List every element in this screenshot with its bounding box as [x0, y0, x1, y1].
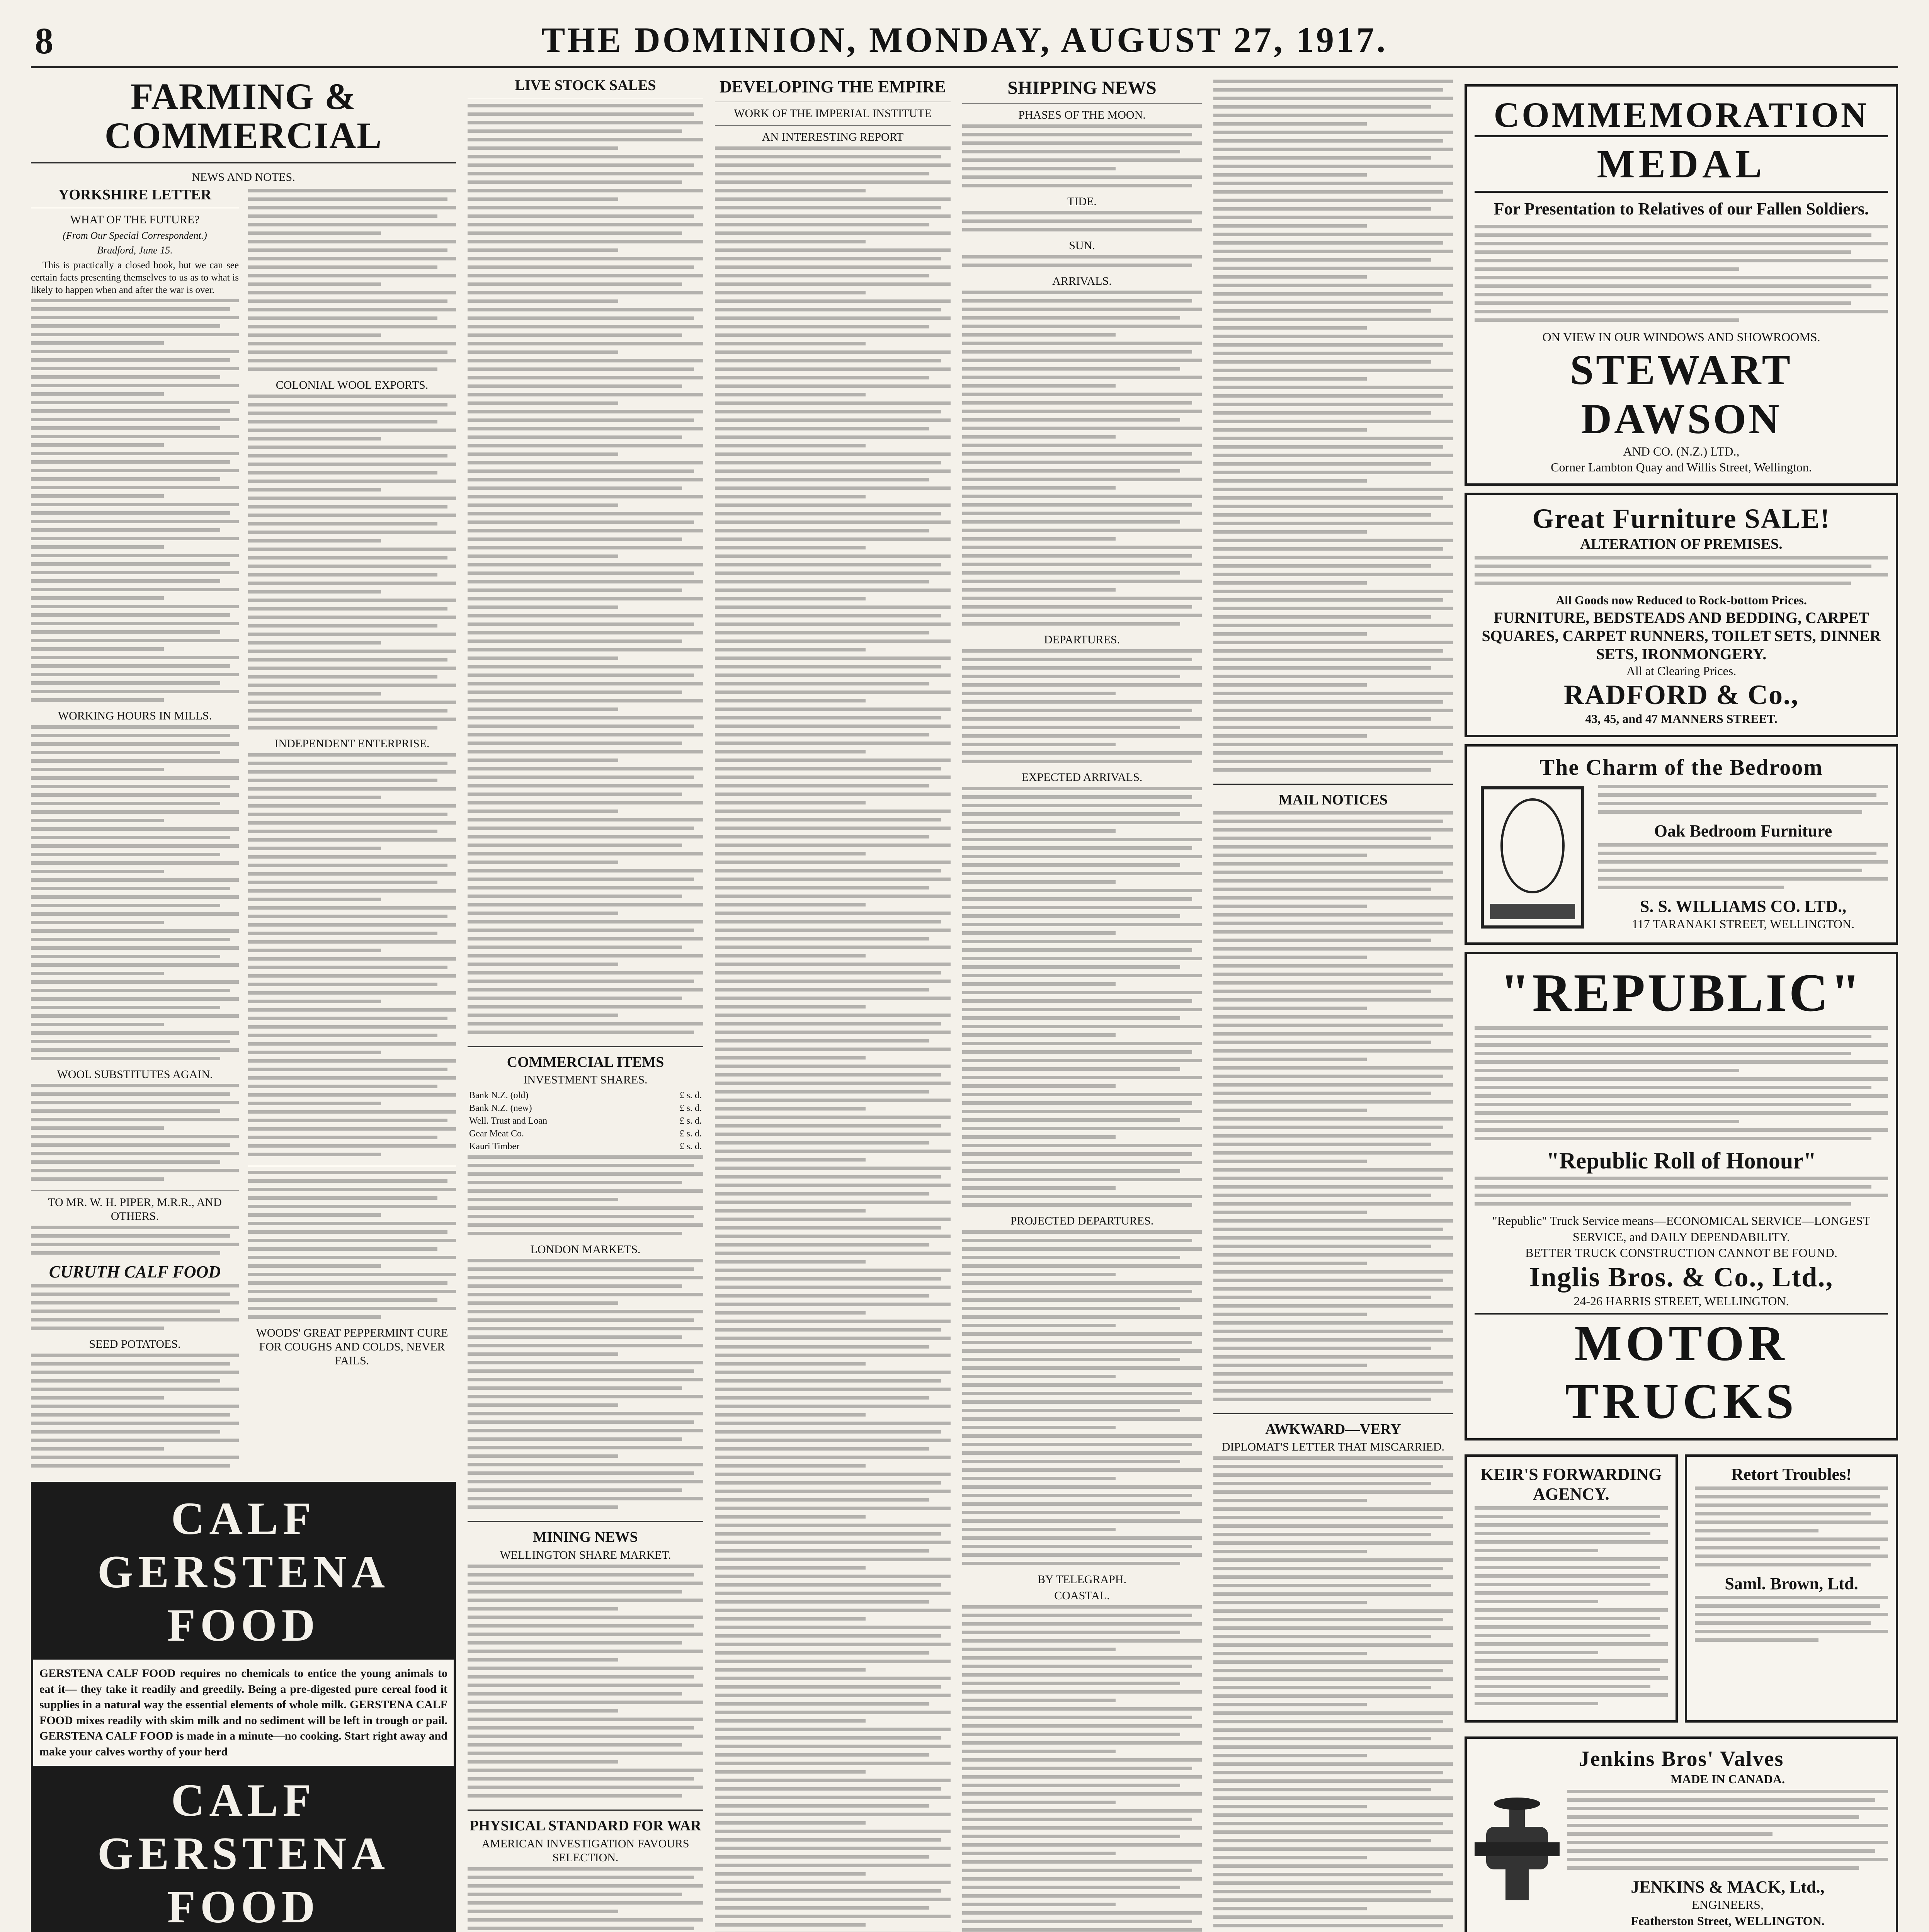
article-subheading: LONDON MARKETS. [530, 1243, 641, 1256]
departures-list [962, 649, 1202, 768]
article-body-text [1213, 80, 1453, 777]
mail-text [1213, 811, 1453, 1406]
table-row [468, 1140, 703, 1153]
jenkins-sub: MADE IN CANADA. [1670, 1772, 1785, 1786]
medal-top: COMMEMORATION [1494, 95, 1869, 134]
sale-all: All at Clearing Prices. [1626, 663, 1737, 678]
article-heading: DEVELOPING THE EMPIRE [720, 77, 946, 96]
wardrobe-icon [1475, 780, 1590, 935]
retort-text [1695, 1486, 1888, 1571]
article-body-text [468, 1259, 703, 1514]
jenkins-advertisement [1465, 1736, 1898, 1932]
projected-list [962, 1230, 1202, 1570]
sale-address: 43, 45, and 47 MANNERS STREET. [1585, 712, 1778, 726]
bedroom-address: 117 TARANAKI STREET, WELLINGTON. [1631, 917, 1855, 931]
section-subhead: COLONIAL WOOL EXPORTS. [276, 378, 429, 391]
medal-firm-sub: AND CO. (N.Z.) LTD., [1623, 444, 1740, 458]
moon-table [962, 124, 1202, 192]
article-subheading: DIPLOMAT'S LETTER THAT MISCARRIED. [1222, 1440, 1444, 1454]
sun-heading: SUN. [1069, 239, 1095, 252]
republic-service: "Republic" Truck Service means—ECONOMICAL SERVICE—LONGEST SERVICE, and DAILY DEPENDABILITY. [1492, 1213, 1871, 1244]
departures-heading: DEPARTURES. [1044, 633, 1120, 646]
farming-articles [31, 187, 456, 1475]
seed-potatoes-heading: SEED POTATOES. [89, 1338, 181, 1351]
furniture-sale-advertisement [1465, 493, 1898, 737]
telegraph-heading: BY TELEGRAPH. [1037, 1573, 1126, 1586]
table-cell: £ s. d. [679, 1129, 702, 1139]
article-body-text [468, 1155, 703, 1240]
article-body-text [468, 1867, 703, 1932]
table-cell: Gear Meat Co. [469, 1129, 524, 1139]
section-subhead: INDEPENDENT ENTERPRISE. [274, 737, 430, 750]
shares-table [468, 1089, 703, 1153]
seed-text [31, 1354, 239, 1473]
republic-text [1475, 1177, 1888, 1211]
republic-title: "REPUBLIC" [1500, 963, 1863, 1023]
article-body-text [248, 753, 456, 1161]
article-body-text [248, 189, 456, 376]
article-subheading: WHAT OF THE FUTURE? [70, 213, 200, 226]
keirs-advertisement [1465, 1454, 1678, 1723]
notice-text [31, 1284, 239, 1335]
retort-title: Retort Troubles! [1731, 1465, 1852, 1484]
table-cell: Well. Trust and Loan [469, 1116, 548, 1126]
table-row [468, 1128, 703, 1140]
calf-food-logo: CURUTH CALF FOOD [49, 1262, 221, 1282]
article-subheading: INVESTMENT SHARES. [523, 1073, 648, 1087]
column-farming [31, 77, 456, 1932]
newspaper-title: THE DOMINION, MONDAY, AUGUST 27, 1917. [541, 20, 1388, 60]
valve-icon [1475, 1792, 1560, 1908]
sale-sub: ALTERATION OF PREMISES. [1580, 536, 1783, 552]
sale-title: Great Furniture SALE! [1532, 503, 1830, 534]
news-notes-label: NEWS AND NOTES. [192, 170, 295, 184]
article-body-text [248, 395, 456, 735]
republic-better: BETTER TRUCK CONSTRUCTION CANNOT BE FOUND. [1525, 1246, 1837, 1260]
table-row [468, 1102, 703, 1115]
page-number: 8 [35, 20, 53, 61]
table-row [468, 1115, 703, 1128]
table-cell: Bank N.Z. (old) [469, 1090, 529, 1101]
section-subhead: WOOL SUBSTITUTES AGAIN. [57, 1068, 213, 1081]
medal-tagline: For Presentation to Relatives of our Fallen Soldiers. [1494, 199, 1869, 218]
table-row [468, 1089, 703, 1102]
article-body-text [31, 1084, 239, 1186]
keirs-title: KEIR'S FORWARDING AGENCY. [1480, 1465, 1662, 1504]
meeting-report [248, 1171, 456, 1324]
article-heading: COMMERCIAL ITEMS [507, 1054, 664, 1070]
medal-view: ON VIEW IN OUR WINDOWS AND SHOWROOMS. [1542, 330, 1820, 344]
article-heading: MINING NEWS [533, 1529, 638, 1546]
column-empire [715, 77, 951, 1932]
sun-text [962, 255, 1202, 272]
jenkins-role: ENGINEERS, [1692, 1897, 1764, 1912]
table-cell: £ s. d. [679, 1141, 702, 1152]
sale-firm: RADFORD & Co., [1564, 679, 1799, 711]
medal-address: Corner Lambton Quay and Willis Street, Wellington. [1551, 460, 1812, 474]
republic-firm: Inglis Bros. & Co., Ltd., [1529, 1261, 1834, 1293]
section-title: FARMING & COMMERCIAL [104, 77, 383, 156]
table-cell: Bank N.Z. (new) [469, 1103, 532, 1114]
retort-text [1695, 1596, 1888, 1647]
tide-text [962, 211, 1202, 236]
article-dateline: Bradford, June 15. [97, 245, 173, 256]
table-cell: £ s. d. [679, 1090, 702, 1101]
article-body-text [1213, 1456, 1453, 1932]
bedroom-sub: Oak Bedroom Furniture [1654, 821, 1832, 841]
article-byline: (From Our Special Correspondent.) [63, 230, 207, 242]
medal-title: MEDAL [1475, 135, 1888, 193]
motor-trucks: MOTOR TRUCKS [1475, 1313, 1888, 1430]
medal-advertisement [1465, 84, 1898, 486]
article-body-text [31, 299, 239, 707]
article-heading: LIVE STOCK SALES [515, 77, 656, 94]
projected-heading: PROJECTED DEPARTURES. [1010, 1214, 1154, 1228]
moon-heading: PHASES OF THE MOON. [1018, 109, 1146, 122]
expected-heading: EXPECTED ARRIVALS. [1021, 771, 1143, 784]
column-advertisements [1465, 77, 1898, 1932]
republic-address: 24-26 HARRIS STREET, WELLINGTON. [1573, 1294, 1789, 1308]
section-subhead: WORKING HOURS IN MILLS. [58, 709, 212, 723]
bedroom-firm: S. S. WILLIAMS CO. LTD., [1640, 897, 1847, 916]
gerstena-advertisement [31, 1482, 456, 1932]
coastal-list [962, 1605, 1202, 1932]
article-subheading: AMERICAN INVESTIGATION FAVOURS SELECTION. [481, 1837, 689, 1864]
republic-text [1475, 1026, 1888, 1145]
gerstena-title-footer: CALF GERSTENA FOOD [97, 1774, 390, 1932]
table-cell: £ s. d. [679, 1103, 702, 1114]
article-body-text [715, 146, 951, 1932]
table-cell: Kauri Timber [469, 1141, 520, 1152]
column-mail [1213, 77, 1453, 1932]
article-body-text [31, 725, 239, 1065]
article-heading: MAIL NOTICES [1279, 792, 1388, 808]
medal-firm: STEWART DAWSON [1570, 346, 1793, 442]
masthead [31, 15, 1898, 68]
article-subheading: AN INTERESTING REPORT [762, 130, 904, 143]
sale-text [1475, 556, 1888, 590]
jenkins-title: Jenkins Bros' Valves [1579, 1747, 1784, 1771]
column-shipping [962, 77, 1202, 1932]
samuel-brown: Saml. Brown, Ltd. [1725, 1574, 1858, 1594]
gerstena-title: CALF GERSTENA FOOD [97, 1493, 390, 1651]
jenkins-address: Featherston Street, WELLINGTON. [1631, 1913, 1825, 1928]
medal-description [1475, 225, 1888, 327]
sale-goods: All Goods now Reduced to Rock-bottom Prices. [1556, 593, 1807, 607]
republic-truck-advertisement [1465, 952, 1898, 1440]
table-cell: £ s. d. [679, 1116, 702, 1126]
article-subheading: WORK OF THE IMPERIAL INSTITUTE [734, 107, 932, 120]
article-heading: AWKWARD—VERY [1265, 1421, 1401, 1437]
keirs-text [1475, 1506, 1668, 1710]
article-lead: This is practically a closed book, but we can see certain facts presenting themselves to us as to what is likely to happen when and after the war is over. [31, 260, 239, 296]
column-livestock [468, 77, 703, 1932]
bedroom-title: The Charm of the Bedroom [1539, 754, 1823, 780]
jenkins-text [1567, 1790, 1888, 1875]
article-subheading: WELLINGTON SHARE MARKET. [500, 1549, 671, 1562]
bedroom-text [1598, 785, 1888, 819]
republic-roll: "Republic Roll of Honour" [1546, 1148, 1817, 1173]
notice-heading: TO MR. W. H. PIPER, M.R.R., AND OTHERS. [48, 1196, 222, 1223]
bedroom-advertisement [1465, 744, 1898, 945]
tide-heading: TIDE. [1067, 195, 1097, 208]
arrivals-list [962, 291, 1202, 631]
peppermint-ad: WOODS' GREAT PEPPERMINT CURE FOR COUGHS AND COLDS, NEVER FAILS. [256, 1326, 448, 1367]
expected-list [962, 787, 1202, 1212]
notice-text [31, 1226, 239, 1260]
article-heading: YORKSHIRE LETTER [58, 186, 211, 203]
article-body-text [468, 1565, 703, 1803]
jenkins-firm: JENKINS & MACK, Ltd., [1631, 1877, 1825, 1896]
article-heading: SHIPPING NEWS [1007, 78, 1157, 98]
article-body-text [468, 104, 703, 1039]
coastal-heading: COASTAL. [1054, 1589, 1110, 1602]
arrivals-heading: ARRIVALS. [1052, 275, 1112, 288]
article-heading: PHYSICAL STANDARD FOR WAR [469, 1818, 701, 1834]
bedroom-text [1598, 843, 1888, 894]
gerstena-body: GERSTENA CALF FOOD requires no chemicals to entice the young animals to eat it— they take it readily and greedily. Being a pre-digested pure cereal food it supplies in a natural way the essential elements of whole milk. GERSTENA CALF FOOD mixes readily with skim milk and no sediment will be left in trough or pail. GERSTENA CALF FOOD is made in a minute—no cooking. Start right away and make your calves worthy of your herd [39, 1667, 447, 1758]
sale-items: FURNITURE, BEDSTEADS AND BEDDING, CARPET SQUARES, CARPET RUNNERS, TOILET SETS, DINNER SETS, IRONMONGERY. [1482, 609, 1881, 663]
retort-advertisement [1685, 1454, 1898, 1723]
